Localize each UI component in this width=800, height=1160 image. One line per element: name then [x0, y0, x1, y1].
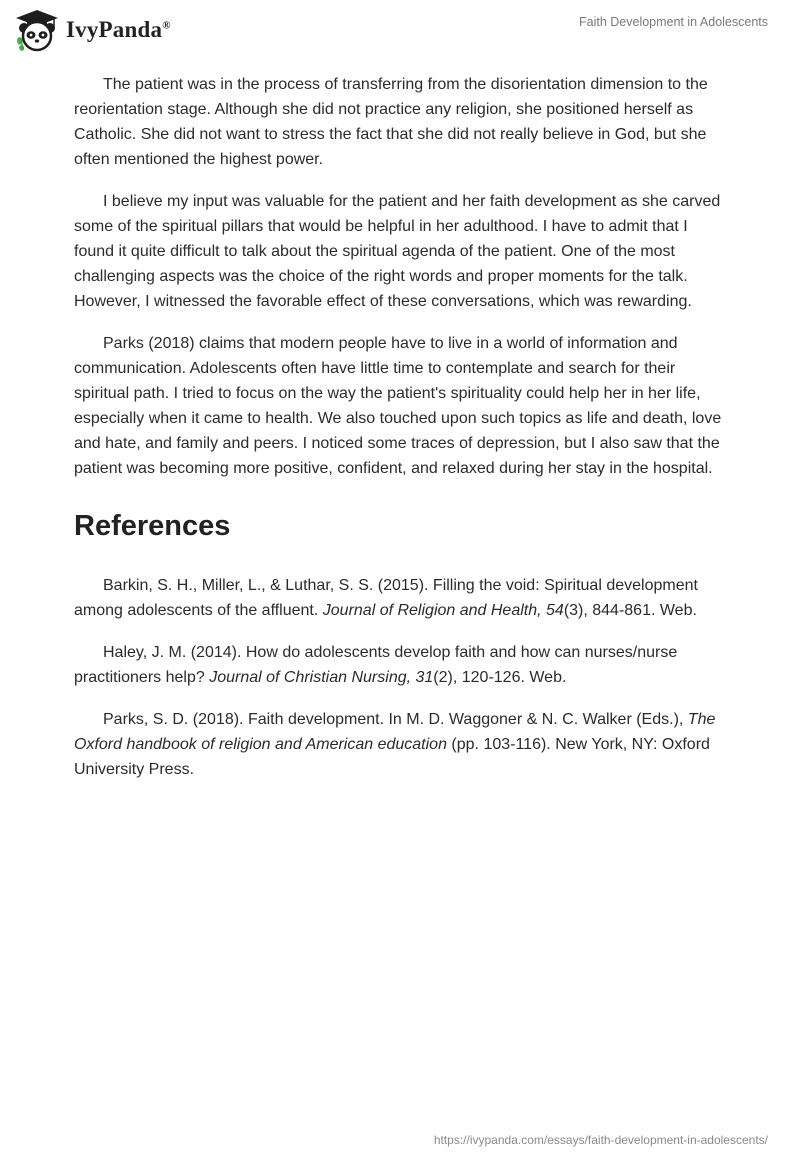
reference-item: Haley, J. M. (2014). How do adolescents develop faith and how can nurses/nurse practitioners help? Journal of Christian Nursing, 31(2), 120-126. Web.: [74, 644, 678, 686]
reference-item: Parks, S. D. (2018). Faith development. In M. D. Waggoner & N. C. Walker (Eds.), The Oxford handbook of religion and American education (pp. 103-116). New York, NY: Oxford University Press.: [74, 711, 716, 778]
reference-item: Barkin, S. H., Miller, L., & Luthar, S. S. (2015). Filling the void: Spiritual development among adolescents of the affluent. Journal of Religion and Health, 54(3), 844-861. Web.: [74, 577, 698, 619]
body-paragraph: Parks (2018) claims that modern people have to live in a world of information and communication. Adolescents often have little time to contemplate and search for their spiritual path. I tried to focus on the way the patient's spirituality could help her in her life, especially when it came to health. We also touched upon such topics as life and death, love and hate, and family and peers. I noticed some traces of depression, but I also saw that the patient was becoming more positive, confident, and relaxed during her stay in the hospital.: [74, 335, 722, 477]
document-title: Faith Development in Adolescents: [579, 15, 768, 29]
body-paragraph: I believe my input was valuable for the patient and her faith development as she carved some of the spiritual pillars that would be helpful in her adulthood. I have to admit that I found it quite difficult to talk about the spiritual agenda of the patient. One of the most challenging aspects was the choice of the right words and proper moments for the talk. However, I witnessed the favorable effect of these conversations, which was rewarding.: [74, 193, 721, 310]
essay-content: [74, 72, 726, 799]
page-header: [0, 0, 800, 62]
brand-name: IvyPanda®: [66, 17, 171, 42]
body-paragraph: The patient was in the process of transferring from the disorientation dimension to the reorientation stage. Although she did not practice any religion, she positioned herself as Catholic. She did not want to stress the fact that she did not really believe in God, but she often mentioned the highest power.: [74, 76, 708, 168]
references-heading: References: [74, 510, 231, 542]
ivypanda-logo[interactable]: [14, 8, 171, 52]
panda-graduate-icon: [14, 8, 60, 52]
source-url-link[interactable]: https://ivypanda.com/essays/faith-development-in-adolescents/: [433, 1133, 768, 1147]
